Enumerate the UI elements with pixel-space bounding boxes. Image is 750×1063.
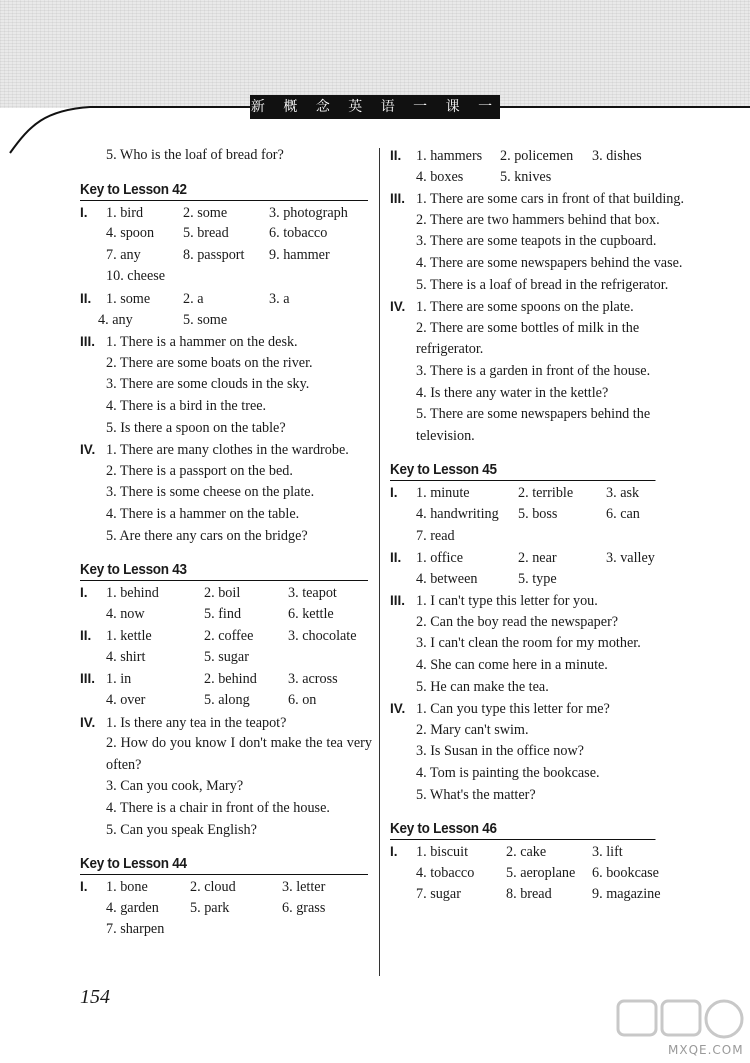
answer-row: 4. over 5. along 6. on — [106, 692, 317, 709]
answer-row: 7. read — [416, 527, 455, 544]
answer-row: 2. There are some boats on the river. — [106, 354, 313, 371]
answer-row: 4. between 5. type — [416, 570, 557, 587]
answer-row: III. 1. I can't type this letter for you. — [390, 593, 598, 610]
answer-row: II. 1. hammers 2. policemen 3. dishes — [390, 148, 642, 164]
answer-row: III. 1. There are some cars in front of that building. — [390, 191, 685, 208]
answer-row: 3. There is some cheese on the plate. — [106, 484, 315, 501]
answer-row: II. 1. kettle 2. coffee 3. chocolate — [80, 628, 357, 645]
answer-row: 4. There is a hammer on the table. — [106, 505, 300, 522]
answer-row: 10. cheese — [106, 268, 166, 285]
answer-line: 5. Who is the loaf of bread for? — [106, 147, 284, 163]
answer-row: 5. Is there a spoon on the table? — [106, 419, 286, 436]
lesson-heading: Key to Lesson 45 — [390, 459, 656, 481]
answer-row: 4. garden 5. park 6. grass — [106, 899, 326, 916]
answer-row: III. 1. There is a hammer on the desk. — [80, 334, 298, 351]
watermark-text: MXQE.COM — [668, 1043, 744, 1057]
lesson-heading: Key to Lesson 43 — [80, 559, 368, 581]
answer-row: 2. There is a passport on the bed. — [106, 462, 293, 479]
answer-row: 3. There are some teapots in the cupboard. — [416, 233, 657, 250]
answer-row: 4. There is a bird in the tree. — [106, 397, 267, 414]
answer-row: I. 1. bone 2. cloud 3. letter — [80, 879, 326, 896]
header-title: 新 概 念 英 语 一 课 一 练 1 — [250, 95, 500, 119]
answer-row: 4. She can come here in a minute. — [416, 657, 608, 674]
page-number: 154 — [80, 986, 110, 1008]
left-column — [80, 145, 372, 941]
answer-row: IV. 1. Is there any tea in the teapot? — [80, 714, 287, 731]
lesson-heading: Key to Lesson 44 — [80, 853, 368, 875]
answer-row: 2. Can the boy read the newspaper? — [416, 613, 619, 630]
answer-row: IV. 1. There are some spoons on the plate. — [390, 299, 634, 316]
answer-row: 4. shirt 5. sugar — [106, 648, 249, 665]
right-column — [390, 145, 690, 906]
answer-row: 2. There are some bottles of milk in the refrigerator. — [416, 319, 640, 358]
answer-row: 3. I can't clean the room for my mother. — [416, 635, 641, 652]
lesson-heading: Key to Lesson 42 — [80, 179, 368, 201]
answer-row: 4. tobacco 5. aeroplane 6. bookcase — [416, 864, 659, 881]
answer-row: 2. There are two hammers behind that box. — [416, 211, 660, 228]
answer-row: 5. What's the matter? — [416, 786, 536, 803]
answer-row: 4. Tom is painting the bookcase. — [416, 765, 600, 782]
answer-row: 3. Is Susan in the office now? — [416, 743, 584, 760]
answer-row: 5. There are some newspapers behind the television. — [416, 406, 651, 444]
answer-row: 4. There are some newspapers behind the vase. — [416, 254, 683, 271]
answer-row: I. 1. minute 2. terrible 3. ask — [390, 485, 640, 502]
answer-row: 7. any 8. passport 9. hammer — [106, 246, 330, 263]
answer-row: 3. Can you cook, Mary? — [106, 778, 244, 795]
answer-row: 3. There is a garden in front of the house. — [416, 362, 651, 379]
answer-row: 4. boxes 5. knives — [416, 168, 552, 185]
answer-row: I. 1. biscuit 2. cake 3. lift — [390, 844, 623, 861]
answer-row: 4. handwriting 5. boss 6. can — [416, 505, 640, 522]
answer-row: 4. There is a chair in front of the house. — [106, 800, 330, 817]
answer-row: I. 1. behind 2. boil 3. teapot — [80, 585, 337, 602]
answer-row: 5. Can you speak English? — [106, 821, 257, 838]
answer-row: II. 1. some 2. a 3. a — [80, 290, 290, 307]
answer-row: III. 1. in 2. behind 3. across — [80, 671, 338, 688]
answer-row: II. 1. office 2. near 3. valley — [390, 550, 655, 567]
answer-row: 7. sharpen — [106, 921, 165, 938]
answer-row: 2. Mary can't swim. — [416, 721, 529, 738]
answer-row: 4. now 5. find 6. kettle — [106, 605, 334, 622]
answer-row: 4. Is there any water in the kettle? — [416, 384, 609, 401]
answer-row: 2. How do you know I don't make the tea very often? — [106, 735, 372, 773]
answer-row: IV. 1. There are many clothes in the wardrobe. — [80, 442, 349, 459]
answer-row: 4. any 5. some — [98, 311, 228, 328]
answer-row: 5. Are there any cars on the bridge? — [106, 527, 308, 544]
answer-row: 5. There is a loaf of bread in the refrigerator. — [416, 276, 669, 293]
answer-row: 7. sugar 8. bread 9. magazine — [416, 886, 661, 903]
column-divider — [379, 148, 380, 976]
answer-row: IV. 1. Can you type this letter for me? — [390, 701, 610, 718]
answer-row: 4. spoon 5. bread 6. tobacco — [106, 225, 328, 242]
answer-row: I. 1. bird 2. some 3. photograph — [80, 204, 348, 221]
answer-row: 3. There are some clouds in the sky. — [106, 376, 310, 393]
lesson-heading: Key to Lesson 46 — [390, 818, 656, 840]
answer-row: 5. He can make the tea. — [416, 678, 549, 695]
